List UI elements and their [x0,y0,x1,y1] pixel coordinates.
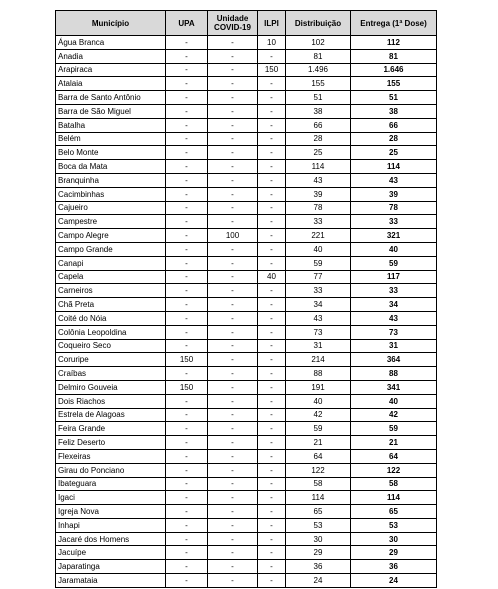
cell-entrega: 33 [351,215,437,229]
cell-distribuicao: 102 [286,36,351,50]
cell-unidade-covid: 100 [208,229,258,243]
cell-entrega: 114 [351,491,437,505]
cell-unidade-covid: - [208,284,258,298]
cell-unidade-covid: - [208,325,258,339]
cell-entrega: 1.646 [351,63,437,77]
table-row [56,284,437,298]
table-row [56,187,437,201]
cell-entrega: 33 [351,284,437,298]
cell-municipio: Cacimbinhas [56,187,166,201]
cell-municipio: Feira Grande [56,422,166,436]
cell-distribuicao: 40 [286,242,351,256]
cell-entrega: 39 [351,187,437,201]
cell-municipio: Carneiros [56,284,166,298]
cell-distribuicao: 114 [286,160,351,174]
cell-ilpi: - [258,518,286,532]
cell-municipio: Campo Alegre [56,229,166,243]
cell-unidade-covid: - [208,311,258,325]
cell-ilpi: - [258,380,286,394]
cell-entrega: 25 [351,146,437,160]
cell-ilpi: 150 [258,63,286,77]
table-row [56,215,437,229]
cell-entrega: 51 [351,91,437,105]
cell-ilpi: - [258,422,286,436]
cell-distribuicao: 53 [286,518,351,532]
cell-entrega: 36 [351,560,437,574]
cell-municipio: Girau do Ponciano [56,463,166,477]
cell-entrega: 364 [351,353,437,367]
cell-ilpi: 40 [258,270,286,284]
cell-unidade-covid: - [208,436,258,450]
cell-municipio: Campestre [56,215,166,229]
cell-distribuicao: 155 [286,77,351,91]
cell-upa: - [166,339,208,353]
cell-distribuicao: 25 [286,146,351,160]
table-row [56,49,437,63]
cell-unidade-covid: - [208,463,258,477]
cell-upa: - [166,242,208,256]
cell-distribuicao: 39 [286,187,351,201]
table-row [56,104,437,118]
cell-municipio: Igaci [56,491,166,505]
cell-distribuicao: 77 [286,270,351,284]
table-row [56,256,437,270]
cell-ilpi: - [258,118,286,132]
cell-unidade-covid: - [208,63,258,77]
cell-unidade-covid: - [208,160,258,174]
cell-ilpi: - [258,173,286,187]
cell-unidade-covid: - [208,532,258,546]
cell-ilpi: - [258,201,286,215]
cell-distribuicao: 40 [286,394,351,408]
cell-municipio: Colônia Leopoldina [56,325,166,339]
header-ilpi: ILPI [258,11,286,36]
cell-upa: - [166,49,208,63]
cell-unidade-covid: - [208,477,258,491]
cell-ilpi: - [258,160,286,174]
cell-municipio: Inhapi [56,518,166,532]
cell-upa: - [166,325,208,339]
cell-municipio: Barra de Santo Antônio [56,91,166,105]
table-row [56,380,437,394]
cell-entrega: 78 [351,201,437,215]
cell-distribuicao: 64 [286,449,351,463]
table-row [56,77,437,91]
cell-unidade-covid: - [208,422,258,436]
cell-unidade-covid: - [208,298,258,312]
cell-municipio: Atalaia [56,77,166,91]
cell-entrega: 43 [351,311,437,325]
cell-ilpi: - [258,215,286,229]
cell-unidade-covid: - [208,505,258,519]
cell-unidade-covid: - [208,36,258,50]
cell-entrega: 34 [351,298,437,312]
cell-unidade-covid: - [208,132,258,146]
cell-unidade-covid: - [208,449,258,463]
cell-distribuicao: 73 [286,325,351,339]
cell-entrega: 59 [351,422,437,436]
cell-municipio: Delmiro Gouveia [56,380,166,394]
cell-ilpi: - [258,339,286,353]
cell-entrega: 40 [351,242,437,256]
cell-municipio: Igreja Nova [56,505,166,519]
cell-upa: - [166,63,208,77]
cell-entrega: 30 [351,532,437,546]
cell-distribuicao: 21 [286,436,351,450]
table-row [56,229,437,243]
cell-upa: - [166,298,208,312]
header-row [56,11,437,36]
table-row [56,367,437,381]
cell-upa: - [166,491,208,505]
vaccine-distribution-table [55,10,437,588]
cell-ilpi: - [258,574,286,588]
cell-distribuicao: 81 [286,49,351,63]
cell-unidade-covid: - [208,367,258,381]
cell-upa: - [166,394,208,408]
cell-municipio: Capela [56,270,166,284]
cell-distribuicao: 42 [286,408,351,422]
cell-ilpi: - [258,436,286,450]
cell-unidade-covid: - [208,173,258,187]
cell-upa: 150 [166,353,208,367]
cell-entrega: 31 [351,339,437,353]
cell-distribuicao: 191 [286,380,351,394]
cell-distribuicao: 30 [286,532,351,546]
cell-municipio: Branquinha [56,173,166,187]
cell-distribuicao: 38 [286,104,351,118]
cell-municipio: Estrela de Alagoas [56,408,166,422]
cell-upa: - [166,574,208,588]
cell-upa: - [166,463,208,477]
table-row [56,491,437,505]
cell-distribuicao: 65 [286,505,351,519]
cell-distribuicao: 43 [286,173,351,187]
cell-entrega: 40 [351,394,437,408]
cell-entrega: 42 [351,408,437,422]
cell-entrega: 21 [351,436,437,450]
table-row [56,132,437,146]
cell-upa: - [166,408,208,422]
cell-unidade-covid: - [208,91,258,105]
cell-upa: 150 [166,380,208,394]
cell-distribuicao: 36 [286,560,351,574]
cell-upa: - [166,436,208,450]
cell-unidade-covid: - [208,574,258,588]
cell-entrega: 64 [351,449,437,463]
header-upa: UPA [166,11,208,36]
cell-unidade-covid: - [208,380,258,394]
cell-ilpi: - [258,463,286,477]
cell-ilpi: - [258,367,286,381]
cell-unidade-covid: - [208,49,258,63]
cell-distribuicao: 33 [286,284,351,298]
table-row [56,574,437,588]
table-row [56,436,437,450]
cell-upa: - [166,518,208,532]
cell-municipio: Flexeiras [56,449,166,463]
table-row [56,422,437,436]
cell-upa: - [166,532,208,546]
cell-distribuicao: 28 [286,132,351,146]
cell-upa: - [166,367,208,381]
cell-unidade-covid: - [208,104,258,118]
cell-distribuicao: 78 [286,201,351,215]
cell-upa: - [166,284,208,298]
cell-ilpi: - [258,546,286,560]
table-row [56,118,437,132]
cell-distribuicao: 43 [286,311,351,325]
cell-unidade-covid: - [208,77,258,91]
table-row [56,505,437,519]
cell-municipio: Barra de São Miguel [56,104,166,118]
cell-distribuicao: 31 [286,339,351,353]
table-row [56,560,437,574]
cell-entrega: 81 [351,49,437,63]
cell-upa: - [166,270,208,284]
cell-ilpi: - [258,560,286,574]
cell-upa: - [166,546,208,560]
cell-unidade-covid: - [208,408,258,422]
cell-entrega: 122 [351,463,437,477]
cell-upa: - [166,132,208,146]
cell-municipio: Boca da Mata [56,160,166,174]
table-row [56,449,437,463]
table-header [56,11,437,36]
cell-distribuicao: 29 [286,546,351,560]
table-row [56,36,437,50]
cell-upa: - [166,449,208,463]
cell-entrega: 117 [351,270,437,284]
cell-distribuicao: 66 [286,118,351,132]
cell-municipio: Jacuípe [56,546,166,560]
cell-municipio: Arapiraca [56,63,166,77]
cell-distribuicao: 214 [286,353,351,367]
cell-upa: - [166,36,208,50]
cell-ilpi: - [258,77,286,91]
cell-upa: - [166,118,208,132]
cell-distribuicao: 88 [286,367,351,381]
cell-municipio: Batalha [56,118,166,132]
table-row [56,325,437,339]
table-row [56,477,437,491]
cell-unidade-covid: - [208,201,258,215]
cell-upa: - [166,422,208,436]
cell-municipio: Cajueiro [56,201,166,215]
cell-unidade-covid: - [208,518,258,532]
table-row [56,339,437,353]
cell-entrega: 114 [351,160,437,174]
cell-upa: - [166,77,208,91]
table-body [56,36,437,588]
cell-upa: - [166,173,208,187]
cell-ilpi: - [258,187,286,201]
cell-distribuicao: 122 [286,463,351,477]
cell-ilpi: - [258,49,286,63]
cell-unidade-covid: - [208,256,258,270]
cell-unidade-covid: - [208,394,258,408]
header-distribuicao: Distribuição [286,11,351,36]
cell-upa: - [166,91,208,105]
cell-ilpi: - [258,91,286,105]
cell-distribuicao: 221 [286,229,351,243]
cell-municipio: Coité do Nóia [56,311,166,325]
cell-ilpi: - [258,477,286,491]
table-row [56,298,437,312]
table-row [56,311,437,325]
table-row [56,394,437,408]
cell-unidade-covid: - [208,146,258,160]
cell-upa: - [166,505,208,519]
cell-municipio: Campo Grande [56,242,166,256]
cell-entrega: 58 [351,477,437,491]
cell-entrega: 38 [351,104,437,118]
cell-unidade-covid: - [208,339,258,353]
cell-entrega: 65 [351,505,437,519]
cell-ilpi: 10 [258,36,286,50]
cell-ilpi: - [258,491,286,505]
header-entrega: Entrega (1ª Dose) [351,11,437,36]
cell-entrega: 29 [351,546,437,560]
table-row [56,353,437,367]
cell-ilpi: - [258,353,286,367]
cell-ilpi: - [258,146,286,160]
cell-ilpi: - [258,311,286,325]
cell-entrega: 112 [351,36,437,50]
cell-ilpi: - [258,256,286,270]
cell-upa: - [166,146,208,160]
cell-municipio: Canapi [56,256,166,270]
cell-municipio: Jaramataia [56,574,166,588]
cell-upa: - [166,215,208,229]
table-row [56,160,437,174]
cell-distribuicao: 51 [286,91,351,105]
cell-unidade-covid: - [208,118,258,132]
cell-municipio: Dois Riachos [56,394,166,408]
cell-municipio: Belém [56,132,166,146]
cell-municipio: Coqueiro Seco [56,339,166,353]
cell-upa: - [166,311,208,325]
cell-ilpi: - [258,242,286,256]
table-row [56,463,437,477]
cell-municipio: Anadia [56,49,166,63]
cell-municipio: Feliz Deserto [56,436,166,450]
table-row [56,532,437,546]
cell-ilpi: - [258,132,286,146]
table-row [56,63,437,77]
cell-ilpi: - [258,532,286,546]
cell-unidade-covid: - [208,491,258,505]
cell-municipio: Belo Monte [56,146,166,160]
cell-entrega: 28 [351,132,437,146]
cell-entrega: 53 [351,518,437,532]
cell-entrega: 24 [351,574,437,588]
cell-municipio: Ibateguara [56,477,166,491]
cell-distribuicao: 59 [286,256,351,270]
cell-entrega: 155 [351,77,437,91]
table-row [56,270,437,284]
cell-upa: - [166,160,208,174]
cell-municipio: Japaratinga [56,560,166,574]
cell-entrega: 59 [351,256,437,270]
cell-municipio: Craíbas [56,367,166,381]
cell-distribuicao: 58 [286,477,351,491]
cell-ilpi: - [258,505,286,519]
cell-entrega: 341 [351,380,437,394]
cell-unidade-covid: - [208,242,258,256]
cell-municipio: Jacaré dos Homens [56,532,166,546]
cell-entrega: 88 [351,367,437,381]
cell-municipio: Coruripe [56,353,166,367]
cell-unidade-covid: - [208,546,258,560]
cell-entrega: 66 [351,118,437,132]
cell-ilpi: - [258,229,286,243]
cell-ilpi: - [258,394,286,408]
cell-unidade-covid: - [208,560,258,574]
table-row [56,91,437,105]
cell-ilpi: - [258,298,286,312]
cell-distribuicao: 24 [286,574,351,588]
cell-entrega: 321 [351,229,437,243]
cell-upa: - [166,201,208,215]
table-row [56,242,437,256]
cell-distribuicao: 33 [286,215,351,229]
header-municipio: Município [56,11,166,36]
header-unidade-covid: Unidade COVID-19 [208,11,258,36]
cell-distribuicao: 1.496 [286,63,351,77]
table-row [56,201,437,215]
cell-ilpi: - [258,449,286,463]
table-row [56,173,437,187]
cell-entrega: 73 [351,325,437,339]
table-row [56,518,437,532]
cell-upa: - [166,187,208,201]
table-row [56,408,437,422]
cell-upa: - [166,104,208,118]
cell-distribuicao: 59 [286,422,351,436]
cell-upa: - [166,256,208,270]
cell-municipio: Água Branca [56,36,166,50]
cell-unidade-covid: - [208,215,258,229]
cell-unidade-covid: - [208,353,258,367]
table-row [56,146,437,160]
cell-upa: - [166,477,208,491]
cell-entrega: 43 [351,173,437,187]
cell-municipio: Chã Preta [56,298,166,312]
cell-upa: - [166,229,208,243]
cell-upa: - [166,560,208,574]
cell-ilpi: - [258,325,286,339]
cell-distribuicao: 114 [286,491,351,505]
cell-distribuicao: 34 [286,298,351,312]
cell-ilpi: - [258,408,286,422]
cell-unidade-covid: - [208,187,258,201]
cell-ilpi: - [258,104,286,118]
cell-unidade-covid: - [208,270,258,284]
table-row [56,546,437,560]
cell-ilpi: - [258,284,286,298]
